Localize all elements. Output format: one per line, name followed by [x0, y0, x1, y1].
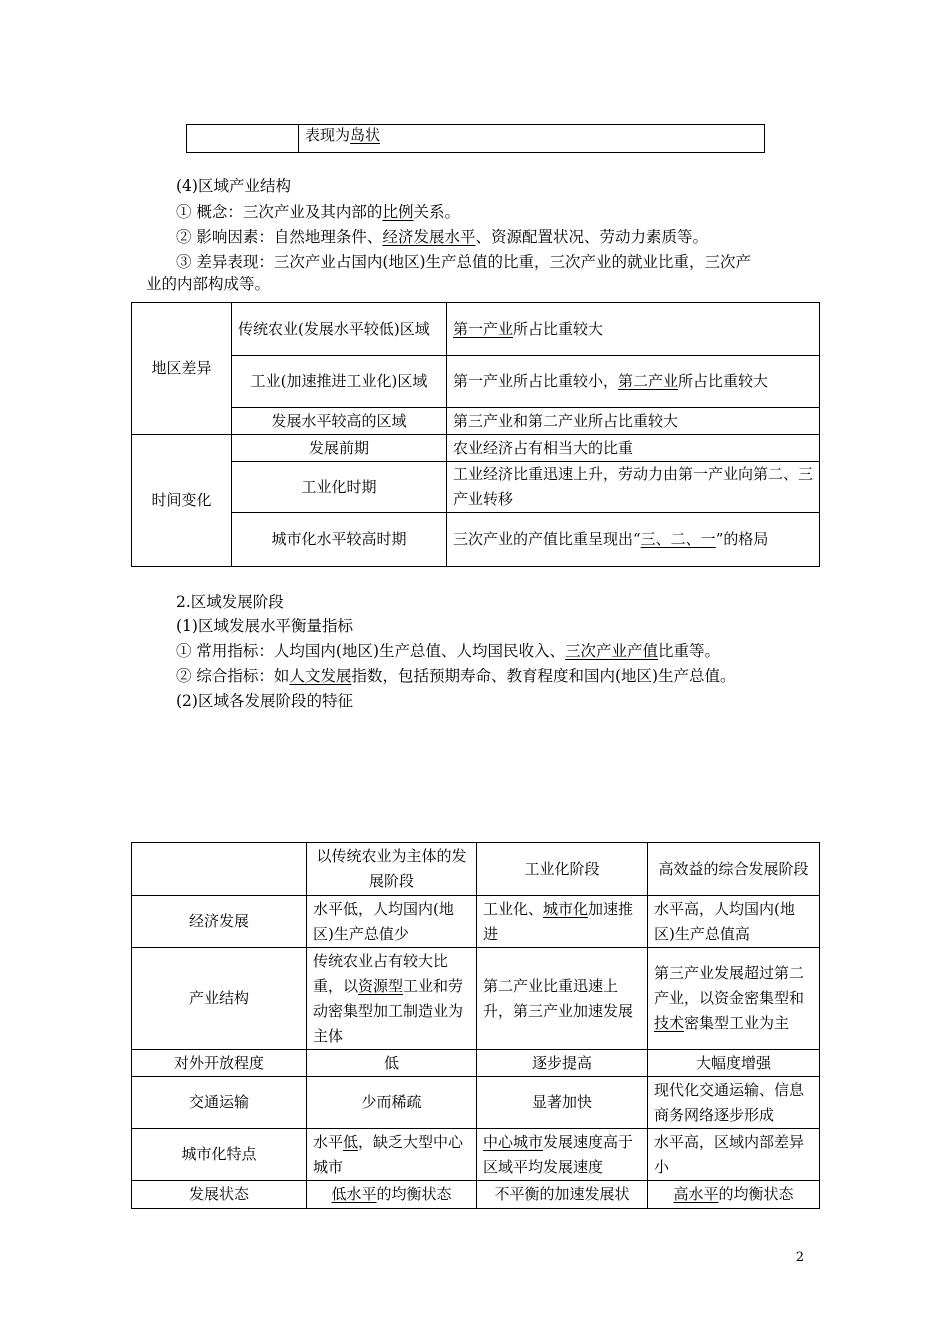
r2-a: 工业(加速推进工业化)区域 [232, 356, 447, 408]
industry-c2: 第二产业比重迅速上升，第三产业加速发展 [477, 948, 648, 1050]
transport-c3: 现代化交通运输、信息商务网络逐步形成 [648, 1077, 820, 1129]
economy-c2: 工业化、城市化加速推进 [477, 896, 648, 948]
page-number: 2 [795, 1250, 804, 1265]
header-integrated: 高效益的综合发展阶段 [648, 843, 820, 896]
region-diff-label: 地区差异 [132, 303, 232, 435]
state-c2: 不平衡的加速发展状 [477, 1181, 648, 1209]
r5-b: 工业经济比重迅速上升，劳动力由第一产业向第二、三产业转移 [447, 462, 820, 513]
concept-line: ① 概念：三次产业及其内部的比例关系。 [176, 203, 460, 221]
section2-sub2: (2)区域各发展阶段的特征 [176, 692, 353, 710]
development-stages-table [131, 842, 820, 1209]
diff-line-2: 业的内部构成等。 [146, 275, 271, 293]
urban-c1: 水平低，缺乏大型中心城市 [307, 1129, 477, 1181]
state-c1: 低水平的均衡状态 [307, 1181, 477, 1209]
section2-heading: 2.区域发展阶段 [176, 593, 284, 611]
factors-line: ② 影响因素：自然地理条件、经济发展水平、资源配置状况、劳动力素质等。 [176, 228, 708, 246]
header-empty [132, 843, 307, 896]
transport-label: 交通运输 [132, 1077, 307, 1129]
r3-a: 发展水平较高的区域 [232, 408, 447, 435]
economy-label: 经济发展 [132, 896, 307, 948]
transport-c1: 少而稀疏 [307, 1077, 477, 1129]
urban-label: 城市化特点 [132, 1129, 307, 1181]
r2-b: 第一产业所占比重较小，第二产业所占比重较大 [447, 356, 820, 408]
industry-c1: 传统农业占有较大比重，以资源型工业和劳动密集型加工制造业为主体 [307, 948, 477, 1050]
r1-a: 传统农业(发展水平较低)区域 [232, 303, 447, 356]
openness-c2: 逐步提高 [477, 1050, 648, 1077]
header-industrial: 工业化阶段 [477, 843, 648, 896]
top-table-cell: 表现为岛状 [299, 125, 765, 153]
header-traditional: 以传统农业为主体的发展阶段 [307, 843, 477, 896]
economy-c3: 水平高，人均国内(地区)生产总值高 [648, 896, 820, 948]
transport-c2: 显著加快 [477, 1077, 648, 1129]
state-c3: 高水平的均衡状态 [648, 1181, 820, 1209]
r6-b: 三次产业的产值比重呈现出“三、二、一”的格局 [447, 513, 820, 567]
top-table-fragment [186, 124, 765, 153]
section4-heading: (4)区域产业结构 [176, 177, 291, 195]
openness-c3: 大幅度增强 [648, 1050, 820, 1077]
r1-b: 第一产业所占比重较大 [447, 303, 820, 356]
urban-c3: 水平高，区域内部差异小 [648, 1129, 820, 1181]
r5-a: 工业化时期 [232, 462, 447, 513]
industry-c3: 第三产业发展超过第二产业，以资金密集型和技术密集型工业为主 [648, 948, 820, 1050]
state-label: 发展状态 [132, 1181, 307, 1209]
section2-sub1: (1)区域发展水平衡量指标 [176, 617, 353, 635]
r4-b: 农业经济占有相当大的比重 [447, 435, 820, 462]
urban-c2: 中心城市发展速度高于区域平均发展速度 [477, 1129, 648, 1181]
openness-c1: 低 [307, 1050, 477, 1077]
r4-a: 发展前期 [232, 435, 447, 462]
diff-line-1: ③ 差异表现：三次产业占国内(地区)生产总值的比重，三次产业的就业比重，三次产 [176, 253, 752, 271]
common-indicators: ① 常用指标：人均国内(地区)生产总值、人均国民收入、三次产业产值比重等。 [176, 642, 721, 660]
time-change-label: 时间变化 [132, 435, 232, 567]
r3-b: 第三产业和第二产业所占比重较大 [447, 408, 820, 435]
industry-label: 产业结构 [132, 948, 307, 1050]
r6-a: 城市化水平较高时期 [232, 513, 447, 567]
composite-indicators: ② 综合指标：如人文发展指数，包括预期寿命、教育程度和国内(地区)生产总值。 [176, 667, 736, 685]
industry-structure-table [131, 302, 820, 567]
top-table-empty-cell [187, 125, 299, 153]
openness-label: 对外开放程度 [132, 1050, 307, 1077]
economy-c1: 水平低，人均国内(地区)生产总值少 [307, 896, 477, 948]
